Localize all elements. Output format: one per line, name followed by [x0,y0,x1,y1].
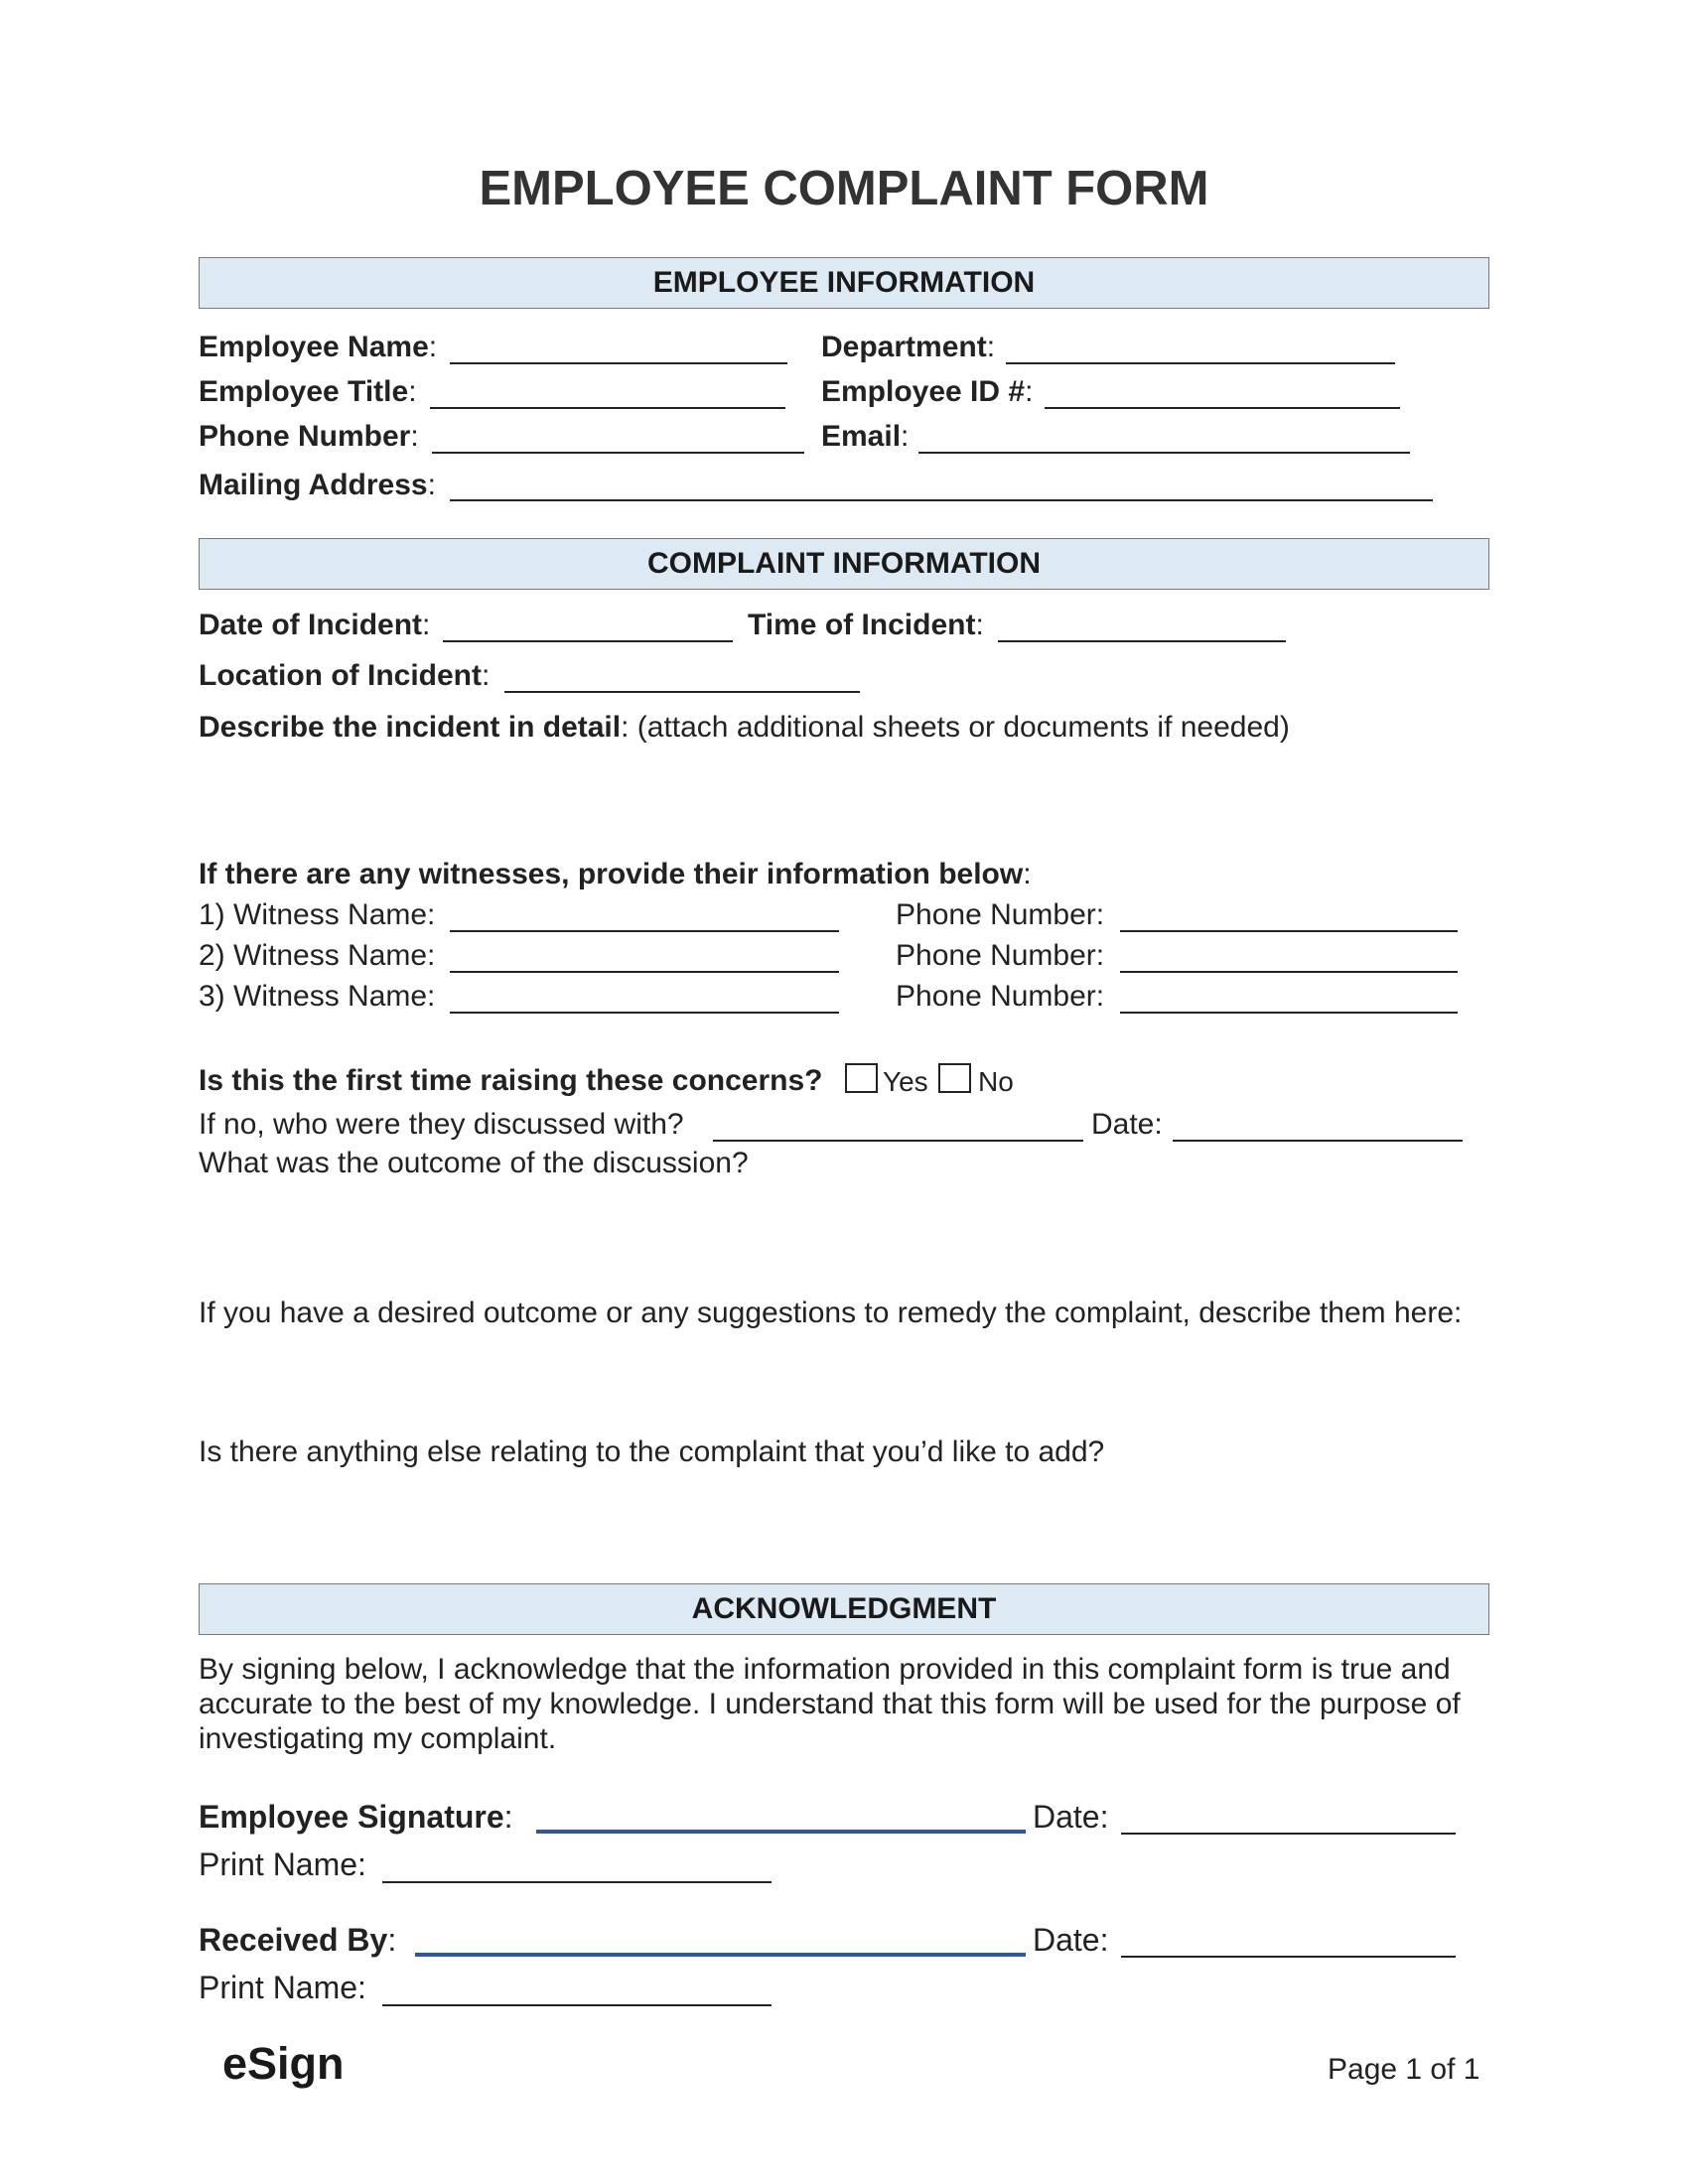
page-title: EMPLOYEE COMPLAINT FORM [479,162,1209,215]
employee-name-field[interactable] [450,362,787,364]
employee-print-name-label: Print Name: [199,1846,366,1882]
location-of-incident-label: Location of Incident: [199,659,491,692]
received-by-date-label: Date: [1033,1922,1109,1958]
date-of-incident-label: Date of Incident: [199,609,431,641]
section-header-employee-information: EMPLOYEE INFORMATION [199,257,1489,309]
desired-outcome-area[interactable] [199,1335,1489,1434]
phone-number-label: Phone Number: [199,420,419,453]
witness-3-phone-label: Phone Number: [896,980,1105,1013]
received-by-signature-field[interactable] [415,1953,1026,1957]
discussed-with-label: If no, who were they discussed with? [199,1108,684,1141]
employee-name-label: Employee Name: [199,331,438,363]
received-by-label: Received By: [199,1922,397,1958]
time-of-incident-field[interactable] [998,640,1286,642]
received-print-name-field[interactable] [382,2004,772,2006]
witness-2-name-label: 2) Witness Name: [199,939,436,972]
employee-signature-field[interactable] [536,1830,1026,1834]
describe-incident-label: Describe the incident in detail: (attach additional sheets or documents if needed) [199,711,1290,744]
mailing-address-label: Mailing Address: [199,469,436,501]
discussed-date-field[interactable] [1173,1140,1463,1142]
yes-checkbox[interactable] [845,1063,878,1093]
witness-2-name-field[interactable] [450,971,839,973]
section-header-acknowledgment: ACKNOWLEDGMENT [199,1583,1489,1635]
employee-signature-date-label: Date: [1033,1799,1109,1835]
employee-id-field[interactable] [1045,407,1400,409]
received-by-date-field[interactable] [1121,1956,1456,1958]
witness-2-phone-field[interactable] [1120,971,1458,973]
section-header-complaint-information: COMPLAINT INFORMATION [199,538,1489,590]
witness-3-name-label: 3) Witness Name: [199,980,436,1013]
witness-1-phone-label: Phone Number: [896,898,1105,931]
outcome-question: What was the outcome of the discussion? [199,1147,749,1179]
employee-id-label: Employee ID #: [821,375,1034,408]
date-of-incident-field[interactable] [443,640,733,642]
witness-heading: If there are any witnesses, provide their information below: [199,858,1032,890]
email-field[interactable] [918,452,1410,454]
no-checkbox[interactable] [938,1063,971,1093]
location-of-incident-field[interactable] [504,691,860,693]
yes-label: Yes [883,1066,928,1097]
esign-logo: eSign [222,2038,345,2089]
witness-1-name-label: 1) Witness Name: [199,898,436,931]
first-time-question: Is this the first time raising these concerns? [199,1064,823,1097]
page-number: Page 1 of 1 [1328,2053,1480,2086]
discussed-date-label: Date: [1091,1108,1163,1141]
employee-title-field[interactable] [430,407,785,409]
employee-title-label: Employee Title: [199,375,417,408]
witness-3-name-field[interactable] [450,1012,839,1014]
phone-number-field[interactable] [432,452,804,454]
received-print-name-label: Print Name: [199,1970,366,2005]
time-of-incident-label: Time of Incident: [748,609,984,641]
desired-outcome-question: If you have a desired outcome or any suggestions to remedy the complaint, describe them here: [199,1297,1463,1329]
witness-1-name-field[interactable] [450,930,839,932]
no-label: No [978,1066,1014,1097]
employee-signature-label: Employee Signature: [199,1799,513,1835]
witness-1-phone-field[interactable] [1120,930,1458,932]
department-label: Department: [821,331,996,363]
describe-incident-area[interactable] [199,754,1489,854]
outcome-area[interactable] [199,1186,1489,1300]
witness-3-phone-field[interactable] [1120,1012,1458,1014]
anything-else-question: Is there anything else relating to the complaint that you’d like to add? [199,1435,1105,1468]
discussed-with-field[interactable] [713,1140,1083,1142]
witness-2-phone-label: Phone Number: [896,939,1105,972]
anything-else-area[interactable] [199,1474,1489,1573]
email-label: Email: [821,420,910,453]
mailing-address-field[interactable] [450,499,1433,501]
acknowledgment-text: By signing below, I acknowledge that the information provided in this complaint form is true and accurate to the best of my knowledge. I understand that this form will be used for the purpose of investigating my complaint. [199,1653,1461,1755]
employee-print-name-field[interactable] [382,1881,772,1883]
department-field[interactable] [1006,362,1395,364]
employee-signature-date-field[interactable] [1121,1833,1456,1835]
